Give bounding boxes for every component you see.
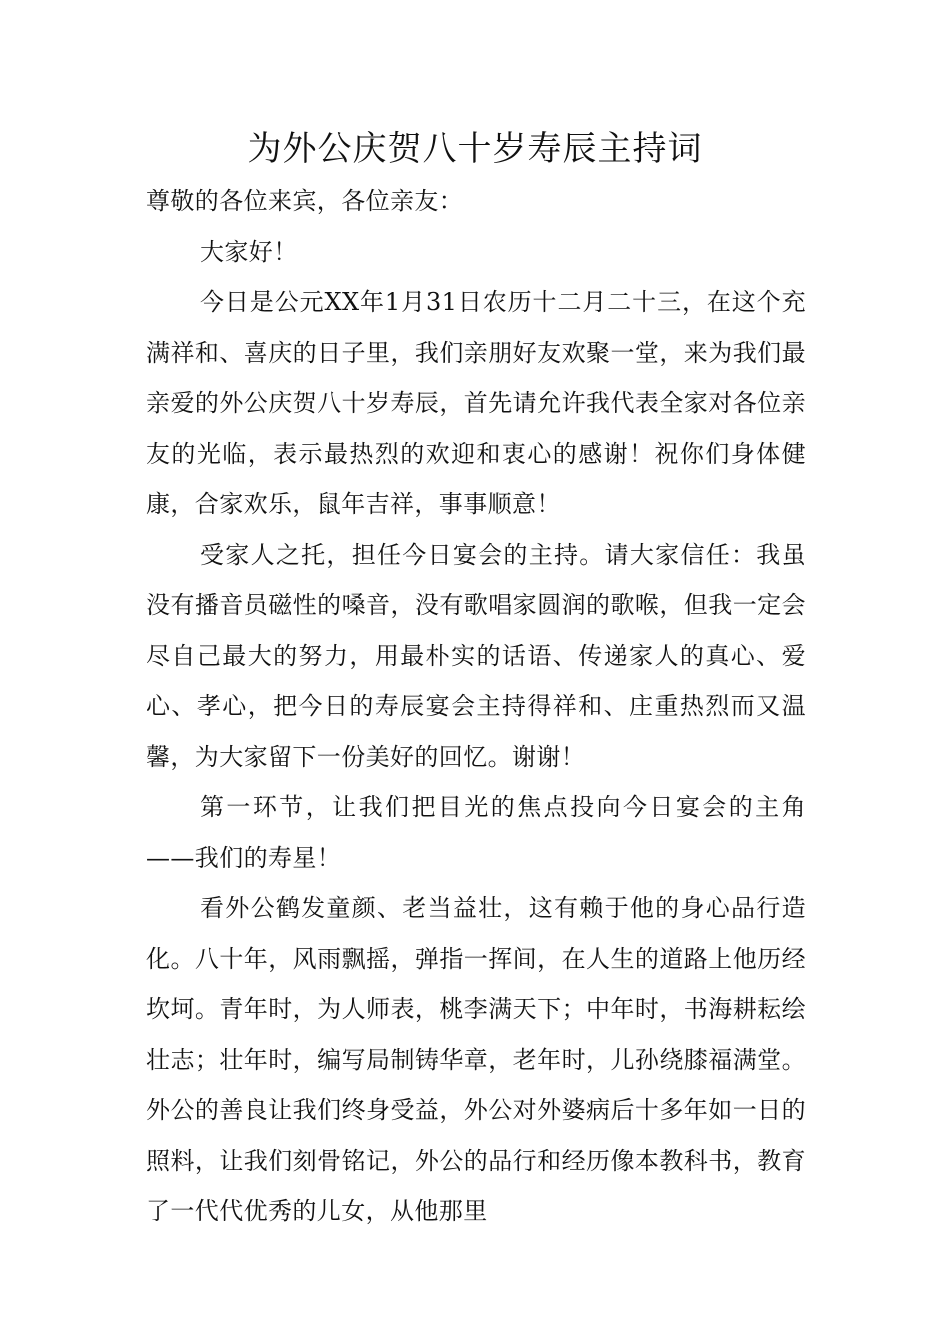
first-section-paragraph: 第一环节，让我们把目光的焦点投向今日宴会的主角——我们的寿星！: [146, 793, 806, 872]
tribute-paragraph: 看外公鹤发童颜、老当益壮，这有赖于他的身心品行造化。八十年，风雨飘摇，弹指一挥间，在人生的道路上他历经坎坷。青年时，为人师表，桃李满天下；中年时，书海耕耘绘壮志；壮年时，编写局制铸华章，老年时，儿孙绕膝福满堂。外公的善良让我们终身受益，外公对外婆病后十多年如一日的照料，让我们刻骨铭记，外公的品行和经历像本教科书，教育了一代代优秀的儿女，从他那里: [146, 894, 806, 1225]
opening-paragraph: 今日是公元XX年1月31日农历十二月二十三，在这个充满祥和、喜庆的日子里，我们亲朋好友欢聚一堂，来为我们最亲爱的外公庆贺八十岁寿辰，首先请允许我代表全家对各位亲友的光临，表示最热烈的欢迎和衷心的感谢！祝你们身体健康，合家欢乐，鼠年吉祥，事事顺意！: [146, 288, 806, 518]
document-title: 为外公庆贺八十岁寿辰主持词: [247, 129, 703, 169]
greeting-paragraph: 大家好！: [200, 237, 298, 266]
document-body: [146, 176, 806, 1237]
salutation-paragraph: 尊敬的各位来宾，各位亲友：: [146, 187, 464, 215]
host-intro-paragraph: 受家人之托，担任今日宴会的主持。请大家信任：我虽没有播音员磁性的嗓音，没有歌唱家圆润的歌喉，但我一定会尽自己最大的努力，用最朴实的话语、传递家人的真心、爱心、孝心，把今日的寿辰宴会主持得祥和、庄重热烈而又温馨，为大家留下一份美好的回忆。谢谢！: [146, 540, 806, 771]
